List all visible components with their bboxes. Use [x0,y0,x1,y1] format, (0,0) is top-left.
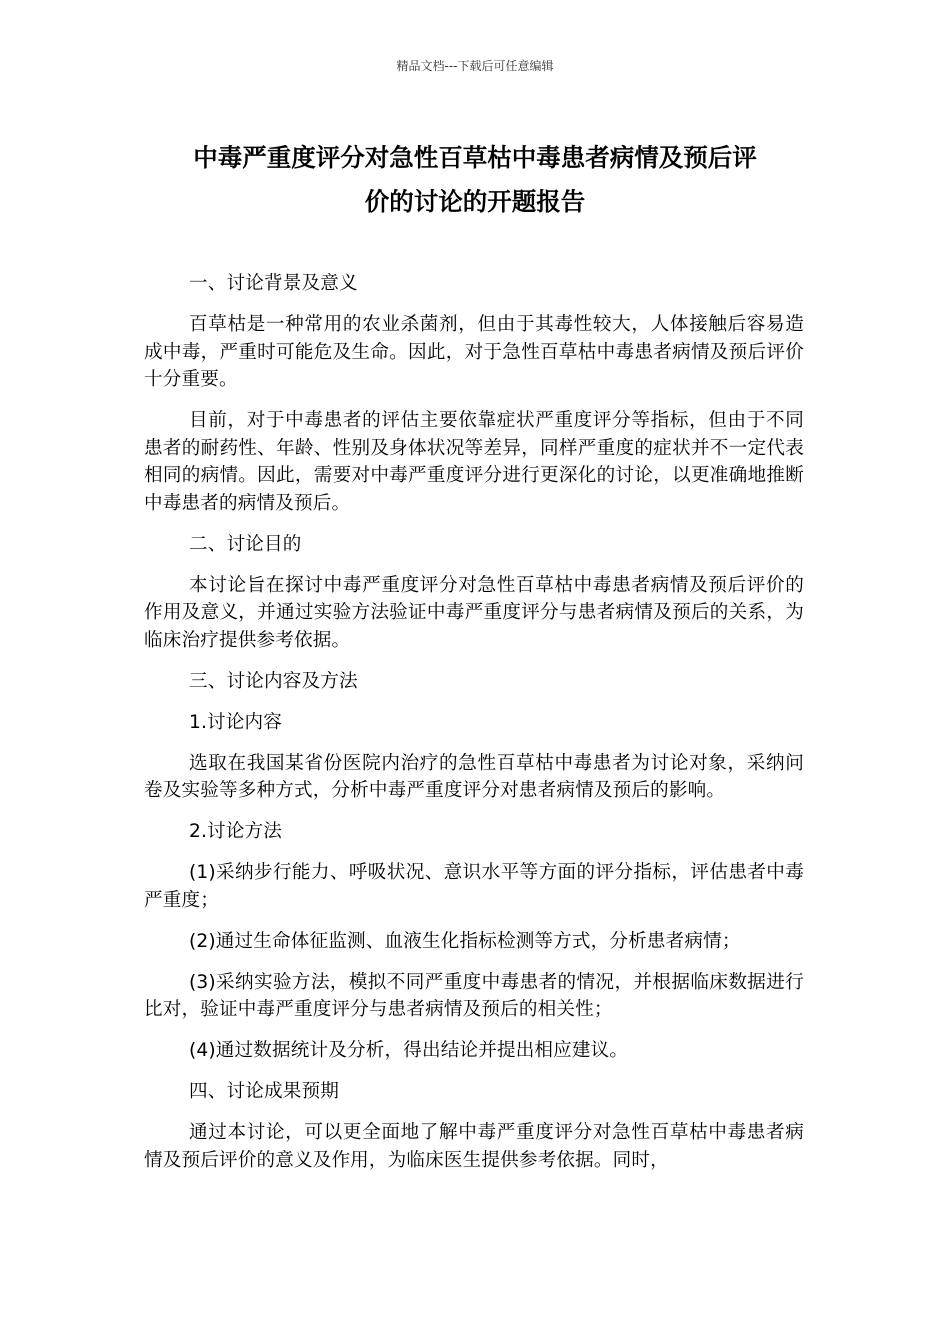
method-item: (4)通过数据统计及分析，得出结论并提出相应建议。 [189,1040,629,1061]
section-heading-content-methods: 三、讨论内容及方法 [189,670,358,692]
title-line-2: 价的讨论的开题报告 [364,187,586,216]
method-item: (3)采纳实验方法，模拟不同严重度中毒患者的情况，并根据临床数据进行比对，验证中毒严重度评分与患者病情及预后的相关性； [144,971,804,1020]
section-heading-purpose: 二、讨论目的 [189,533,302,555]
method-item: (2)通过生命体征监测、血液生化指标检测等方式，分析患者病情； [189,930,741,952]
paragraph: 目前，对于中毒患者的评估主要依靠症状严重度评分等指标，但由于不同患者的耐药性、年龄、性别及身体状况等差异，同样严重度的症状并不一定代表相同的病情。因此，需要对中毒严重度评分进行更深化的讨论，以更准确地推断中毒患者的病情及预后。 [144,410,804,514]
paragraph: 本讨论旨在探讨中毒严重度评分对急性百草枯中毒患者病情及预后评价的作用及意义，并通过实验方法验证中毒严重度评分与患者病情及预后的关系，为临床治疗提供参考依据。 [144,574,804,651]
paragraph: 百草枯是一种常用的农业杀菌剂，但由于其毒性较大，人体接触后容易造成中毒，严重时可能危及生命。因此，对于急性百草枯中毒患者病情及预后评价十分重要。 [144,314,804,390]
paragraph: 通过本讨论，可以更全面地了解中毒严重度评分对急性百草枯中毒患者病情及预后评价的意义及作用，为临床医生提供参考依据。同时， [144,1122,804,1171]
paragraph: 选取在我国某省份医院内治疗的急性百草枯中毒患者为讨论对象，采纳问卷及实验等多种方式，分析中毒严重度评分对患者病情及预后的影响。 [144,752,804,801]
section-heading-background: 一、讨论背景及意义 [189,273,358,294]
subsection-heading-methods: 2.讨论方法 [189,821,283,842]
header-note: 精品文档---下载后可任意编辑 [396,59,554,73]
document-title [144,136,806,224]
subsection-heading-content: 1.讨论内容 [189,711,283,733]
section-heading-expected-results: 四、讨论成果预期 [189,1081,339,1102]
document-body [144,270,804,1188]
title-line-1: 中毒严重度评分对急性百草枯中毒患者病情及预后评 [193,143,757,172]
method-item: (1)采纳步行能力、呼吸状况、意识水平等方面的评分指标，评估患者中毒严重度； [144,862,804,911]
